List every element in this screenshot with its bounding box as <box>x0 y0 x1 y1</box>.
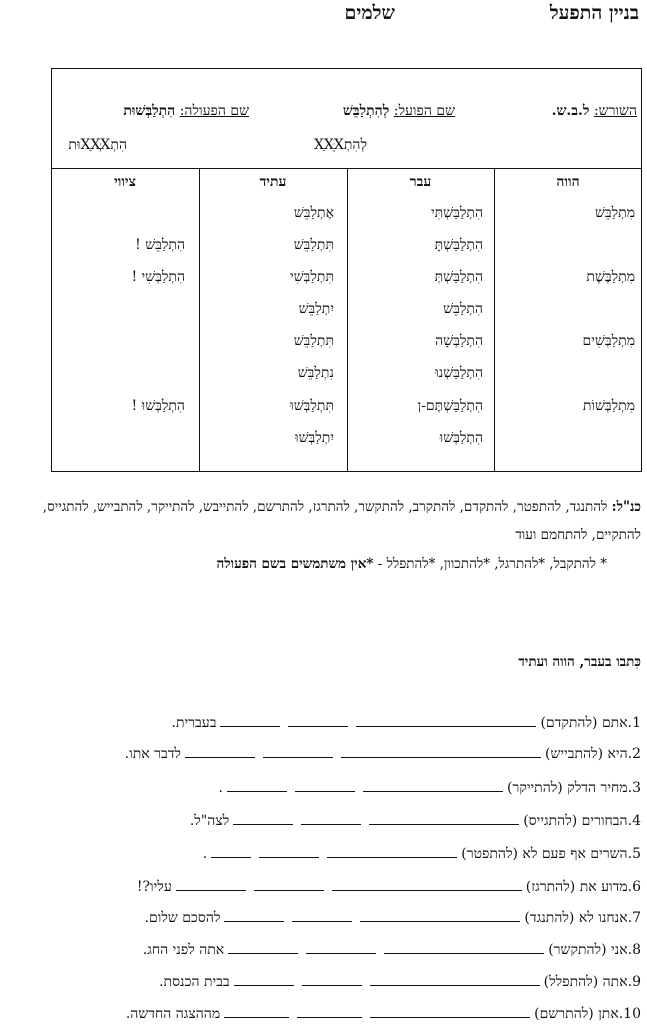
header-past: עבר <box>409 174 432 190</box>
imperative-cell: הִתְלַבְּשׁוּ ! <box>131 398 185 414</box>
past-cell: הִתְלַבֵּשׁ <box>443 301 483 317</box>
imperative-cell: הִתְלַבֵּשׁ ! <box>135 237 185 253</box>
answer-blank[interactable] <box>369 812 519 825</box>
exercise-number: 10. <box>618 1006 641 1022</box>
answer-blank[interactable] <box>360 909 520 922</box>
past-cell: הִתְלַבַּשְׁתְּ <box>434 269 483 285</box>
column-divider <box>199 168 200 472</box>
answer-blank[interactable] <box>220 714 280 727</box>
exercise-prompt: השרים אף פעם לא (להתפטר) <box>461 846 628 862</box>
exercise-item <box>1 812 641 830</box>
present-cell: מִתְלַבֵּשׁ <box>594 205 635 221</box>
similar-verbs-list <box>11 493 641 549</box>
future-cell: תִּתְלַבֵּשׁ <box>293 333 334 349</box>
exercise-ending: . <box>202 846 208 862</box>
exercise-ending: לצה"ל. <box>189 813 230 829</box>
past-cell: הִתְלַבַּשְׁנוּ <box>435 365 483 381</box>
exercise-number: 9. <box>627 974 641 990</box>
answer-blank[interactable] <box>341 745 541 758</box>
exercise-item <box>1 745 641 763</box>
infinitive-info <box>343 103 455 120</box>
future-cell: יִתְלַבְּשׁוּ <box>295 430 334 446</box>
answer-blank[interactable] <box>224 909 284 922</box>
exercise-item <box>1 973 641 991</box>
answer-blank[interactable] <box>302 973 362 986</box>
exercise-ending: להסכם שלום. <box>144 910 221 926</box>
footnote <box>217 556 607 572</box>
exercise-ending: בבית הכנסת. <box>159 974 230 990</box>
imperative-cell: הִתְלַבְּשִׁי ! <box>131 269 185 285</box>
exercise-number: 7. <box>627 910 641 926</box>
answer-blank[interactable] <box>384 941 544 954</box>
answer-blank[interactable] <box>228 941 298 954</box>
infinitive-label: שם הפועל: <box>393 103 455 119</box>
answer-blank[interactable] <box>292 909 352 922</box>
answer-blank[interactable] <box>332 878 522 891</box>
present-cell: מִתְלַבְּשִׁים <box>582 333 635 349</box>
exercise-number: 5. <box>627 846 641 862</box>
header-present: הווה <box>556 174 580 190</box>
answer-blank[interactable] <box>176 878 246 891</box>
answer-blank[interactable] <box>295 779 355 792</box>
answer-blank[interactable] <box>363 779 503 792</box>
page-title: בניין התפעל <box>549 2 639 24</box>
exercise-number: 1. <box>627 715 641 731</box>
exercise-prompt: אני (להתקשר) <box>548 942 628 958</box>
exercise-item <box>1 714 641 732</box>
past-cell: הִתְלַבַּשְׁתִּי <box>430 205 483 221</box>
answer-blank[interactable] <box>224 1005 289 1018</box>
past-cell: הִתְלַבַּשְׁתֶּם-ן <box>417 398 483 414</box>
similar-verbs-text: להתנגד, להתפטר, להתקדם, להתקרב, להתקשר, להתרגז, להתרשם, להתייבש, להתייקר, להתבייש, להתגייס, להתקיים, להתחמם ועוד <box>42 499 641 543</box>
exercise-item <box>1 1005 641 1023</box>
page-subtitle: שלמים <box>344 2 395 24</box>
exercise-item <box>1 878 641 896</box>
footnote-verbs: * להתקבל, *להתרגל, *להתכוון, *להתפלל - <box>373 556 607 572</box>
answer-blank[interactable] <box>234 973 294 986</box>
exercise-prompt: אנחנו לא (להתנגד) <box>524 910 628 926</box>
exercise-prompt: מחיר הדלק (להתייקר) <box>506 780 628 796</box>
future-cell: תִּתְלַבְּשִׁי <box>290 269 334 285</box>
exercise-ending: בעברית. <box>171 715 217 731</box>
noun-value: הִתְלַבְּשׁוּת <box>123 103 176 119</box>
answer-blank[interactable] <box>211 845 251 858</box>
exercise-item <box>1 909 641 927</box>
exercise-number: 6. <box>627 879 641 895</box>
column-divider <box>347 168 348 472</box>
column-divider <box>494 168 495 472</box>
answer-blank[interactable] <box>327 845 457 858</box>
infinitive-value: לְהִתְלַבֵּשׁ <box>342 103 390 119</box>
answer-blank[interactable] <box>288 714 348 727</box>
exercise-ending: . <box>218 780 223 796</box>
exercise-instruction: כִּתבו בעבר, הווה ועתיד <box>518 654 641 670</box>
noun-info <box>123 103 249 120</box>
exercise-number: 4. <box>627 813 641 829</box>
header-future: עתיד <box>259 174 287 190</box>
past-cell: הִתְלַבְּשָׁה <box>435 333 483 349</box>
exercise-prompt: אתם (להתקדם) <box>540 715 628 731</box>
future-cell: תִּתְלַבֵּשׁ <box>293 237 334 253</box>
exercise-number: 8. <box>627 942 641 958</box>
answer-blank[interactable] <box>259 845 319 858</box>
answer-blank[interactable] <box>306 941 376 954</box>
exercise-prompt: הבחורים (להתגייס) <box>523 813 628 829</box>
future-cell: יִתְלַבֵּשׁ <box>298 301 334 317</box>
answer-blank[interactable] <box>297 1005 362 1018</box>
header-imperative: ציווי <box>114 174 136 190</box>
exercise-prompt: מדוע את (להתרגז) <box>525 879 628 895</box>
exercise-ending: מההצגה החדשה. <box>125 1006 221 1022</box>
past-cell: הִתְלַבַּשְׁתָּ <box>434 237 483 253</box>
answer-blank[interactable] <box>301 812 361 825</box>
exercise-prompt: היא (להתבייש) <box>544 746 628 762</box>
similar-verbs-lead: כנ"ל: <box>611 499 641 515</box>
exercise-number: 2. <box>627 746 641 762</box>
infinitive-pattern: לְהִתְXַXֵּX <box>313 137 367 153</box>
future-cell: נִתְלַבֵּשׁ <box>297 365 334 381</box>
answer-blank[interactable] <box>233 812 293 825</box>
answer-blank[interactable] <box>185 745 255 758</box>
footnote-warning: *אין משתמשים בשם הפעולה <box>216 556 374 572</box>
noun-label: שם הפעולה: <box>179 103 249 119</box>
exercise-item <box>1 779 641 797</box>
answer-blank[interactable] <box>370 1005 530 1018</box>
root-value: ל.ב.ש. <box>551 103 590 119</box>
answer-blank[interactable] <box>227 779 287 792</box>
exercise-item <box>1 941 641 959</box>
exercise-ending: אתה לפני החג. <box>142 942 225 958</box>
future-cell: אֶתְלַבֵּשׁ <box>293 205 334 221</box>
answer-blank[interactable] <box>370 973 540 986</box>
exercise-item <box>1 845 641 863</box>
present-cell: מִתְלַבֶּשֶׁת <box>586 269 635 285</box>
present-cell: מִתְלַבְּשׁוֹת <box>582 398 635 414</box>
past-cell: הִתְלַבְּשׁוּ <box>439 430 483 446</box>
noun-pattern: הִתְXַXְּXוּת <box>68 137 127 153</box>
answer-blank[interactable] <box>263 745 333 758</box>
exercise-ending: לדבר אתו. <box>124 746 181 762</box>
exercise-ending: עליו?! <box>136 879 172 895</box>
answer-blank[interactable] <box>356 714 536 727</box>
exercise-prompt: אתה (להתפלל) <box>543 974 628 990</box>
root-label: השורש: <box>593 103 637 119</box>
answer-blank[interactable] <box>254 878 324 891</box>
exercise-number: 3. <box>627 780 641 796</box>
future-cell: תִּתְלַבְּשׁוּ <box>290 398 334 414</box>
root-info <box>552 103 637 120</box>
exercise-prompt: אתן (להתרשם) <box>534 1006 619 1022</box>
